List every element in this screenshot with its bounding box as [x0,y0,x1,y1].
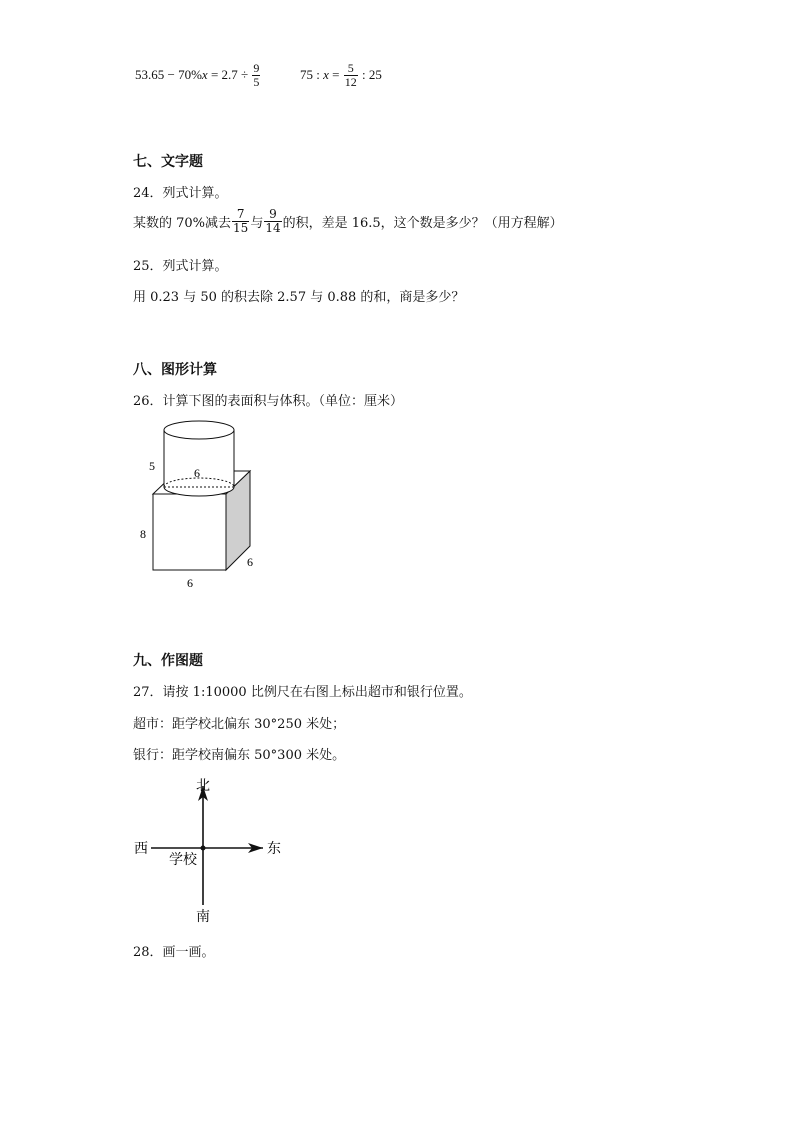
fraction-denominator: 5 [253,74,260,89]
school-label: 学校 [169,853,197,868]
equation-1 [135,62,261,88]
fraction-numerator: 9 [264,208,281,222]
fraction-numerator: 9 [253,61,260,75]
school-point [201,846,206,851]
cylinder-on-cube-figure [130,415,270,595]
question-27-label: 27．请按 1:10000 比例尺在右图上标出超市和银行位置。 [133,685,472,700]
question-24-part3: 的积，差是 16.5，这个数是多少？（用方程解） [282,215,563,231]
question-24-part2: 与 [250,215,264,231]
equation-1-var: x [201,67,208,83]
equation-2-fraction [344,62,358,88]
south-label: 南 [196,910,210,925]
compass-diagram [125,770,295,930]
equation-2-tail: : 25 [358,67,382,83]
fraction-denominator: 14 [265,220,281,235]
north-label: 北 [196,779,210,794]
question-24-label: 24．列式计算。 [133,186,228,201]
section-9-title: 九、作图题 [133,653,203,669]
cylinder-top [164,421,234,439]
question-28-label: 28．画一画。 [133,945,215,960]
cylinder-body [164,430,234,496]
fraction-numerator: 5 [344,62,358,76]
equation-1-mid: = 2.7 ÷ [207,67,252,83]
equation-2-var: x [323,67,329,83]
equation-2-mid: = [328,67,343,83]
cube-front-face [153,494,226,570]
cube-width-label: 6 [187,576,193,590]
equation-1-lhs: 53.65 − 70% [135,67,202,83]
fraction-denominator: 12 [344,74,357,89]
cube-height-label: 8 [140,527,146,541]
cylinder-height-label: 5 [149,459,155,473]
fraction-numerator: 7 [232,208,249,222]
equation-2-lhs: 75 : [300,67,324,83]
question-27-bank: 银行：距学校南偏东 50°300 米处。 [133,748,346,763]
question-24-part1: 某数的 70%减去 [133,215,232,231]
question-24-text [133,208,563,234]
west-label: 西 [134,842,148,857]
equation-2 [300,62,382,88]
question-24-fraction-2 [264,208,281,234]
equation-1-fraction [252,62,260,88]
east-label: 东 [267,842,281,857]
question-25-text: 用 0.23 与 50 的积去除 2.57 与 0.88 的和，商是多少？ [133,290,465,305]
fraction-denominator: 15 [233,220,249,235]
section-7-title: 七、文字题 [133,154,203,170]
section-8-title: 八、图形计算 [133,362,217,378]
question-27-supermarket: 超市：距学校北偏东 30°250 米处； [133,717,346,732]
question-24-fraction-1 [232,208,249,234]
question-25-label: 25．列式计算。 [133,259,228,274]
cube-depth-label: 6 [247,555,253,569]
question-26-label: 26．计算下图的表面积与体积。（单位：厘米） [133,394,404,409]
cylinder-diameter-label: 6 [194,466,200,480]
